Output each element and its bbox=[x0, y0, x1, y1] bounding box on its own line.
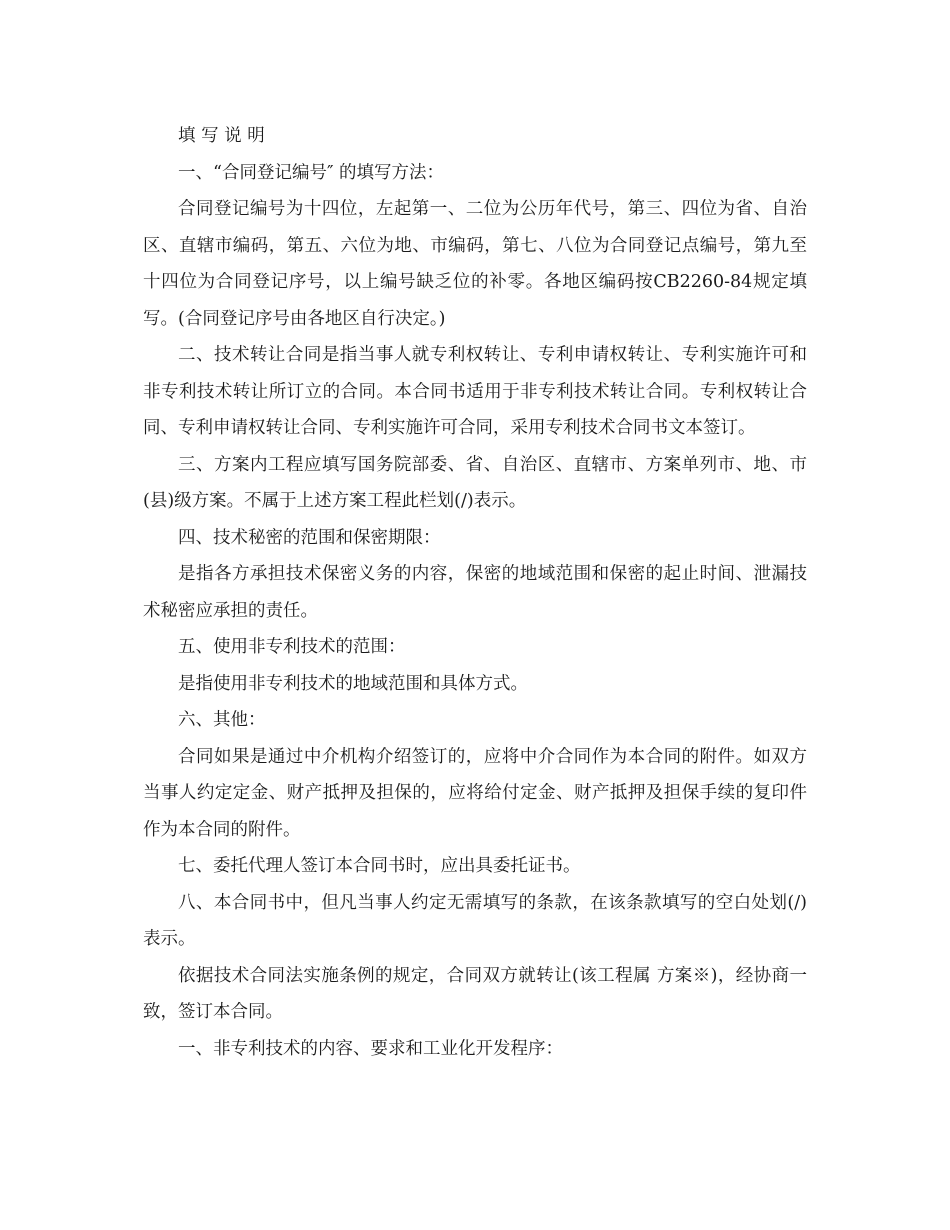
paragraph-usage-scope: 是指使用非专利技术的地域范围和具体方式。 bbox=[178, 673, 528, 694]
paragraph-contract-preamble: 依据技术合同法实施条例的规定，合同双方就转让(该工程属 方案※)，经协商一致，签订本合同。 bbox=[143, 965, 807, 1022]
section-heading-technology-content: 一、非专利技术的内容、要求和工业化开发程序： bbox=[178, 1038, 563, 1059]
paragraph-other: 合同如果是通过中介机构介绍签订的，应将中介合同作为本合同的附件。如双方当事人约定定金、财产抵押及担保的，应将给付定金、财产抵押及担保手续的复印件作为本合同的附件。 bbox=[143, 746, 807, 840]
paragraph-planned-projects: 三、方案内工程应填写国务院部委、省、自治区、直辖市、方案单列市、地、市(县)级方案。不属于上述方案工程此栏划(/)表示。 bbox=[143, 454, 807, 511]
paragraph-blank-clauses: 八、本合同书中，但凡当事人约定无需填写的条款，在该条款填写的空白处划(/)表示。 bbox=[143, 892, 807, 949]
paragraph-secrecy-scope: 是指各方承担技术保密义务的内容，保密的地域范围和保密的起止时间、泄漏技术秘密应承担的责任。 bbox=[143, 564, 807, 621]
section-heading-secrecy-scope: 四、技术秘密的范围和保密期限： bbox=[178, 527, 441, 548]
paragraph-technology-transfer-definition: 二、技术转让合同是指当事人就专利权转让、专利申请权转让、专利实施许可和非专利技术转让所订立的合同。本合同书适用于非专利技术转让合同。专利权转让合同、专利申请权转让合同、专利实施许可合同，采用专利技术合同书文本签订。 bbox=[143, 345, 807, 438]
document-title: 填 写 说 明 bbox=[178, 126, 265, 146]
paragraph-registration-number-rules: 合同登记编号为十四位，左起第一、二位为公历年代号，第三、四位为省、自治区、直辖市编码，第五、六位为地、市编码，第七、八位为合同登记点编号，第九至十四位为合同登记序号，以上编号缺乏位的补零。各地区编码按CB2260-84规定填写。(合同登记序号由各地区自行决定。) bbox=[143, 199, 807, 329]
document-body bbox=[143, 118, 807, 1067]
section-heading-other: 六、其他： bbox=[178, 710, 266, 730]
section-heading-registration-number: 一、“合同登记编号″ 的填写方法： bbox=[178, 162, 445, 183]
section-heading-usage-scope: 五、使用非专利技术的范围： bbox=[178, 637, 406, 657]
paragraph-agent-signing: 七、委托代理人签订本合同书时，应出具委托证书。 bbox=[178, 856, 581, 876]
